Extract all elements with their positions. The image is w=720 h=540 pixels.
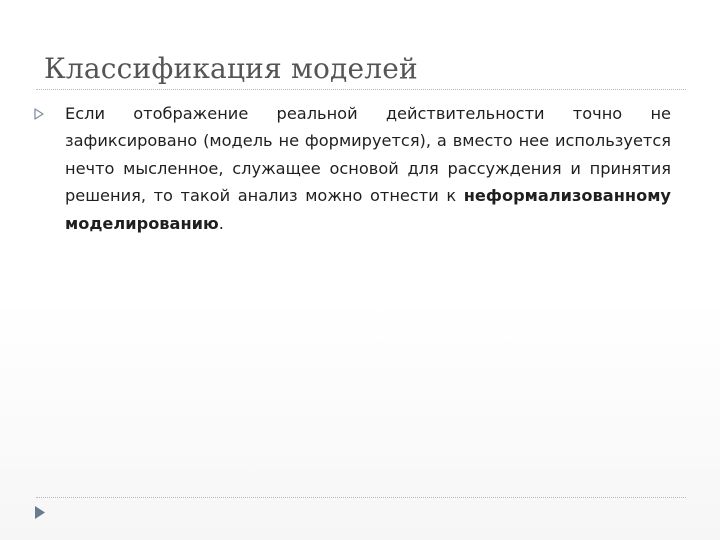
footer-divider [36, 497, 686, 498]
triangle-bullet-icon [34, 108, 44, 120]
title-divider [36, 89, 686, 90]
bullet-text-body: Если отображение реальной действительности точно не зафиксировано (модель не формируется), а вместо нее используется нечто мысленное, служащее основой для рассуждения и принятия решения, то такой анализ можно отнести к [65, 104, 671, 206]
nav-arrow-icon[interactable] [34, 505, 46, 520]
bullet-text [65, 100, 671, 237]
slide-title: Классификация моделей [44, 52, 418, 85]
bullet-text-end: . [218, 213, 224, 233]
bullet-emphasis: неформализованному моделированию [65, 186, 671, 233]
